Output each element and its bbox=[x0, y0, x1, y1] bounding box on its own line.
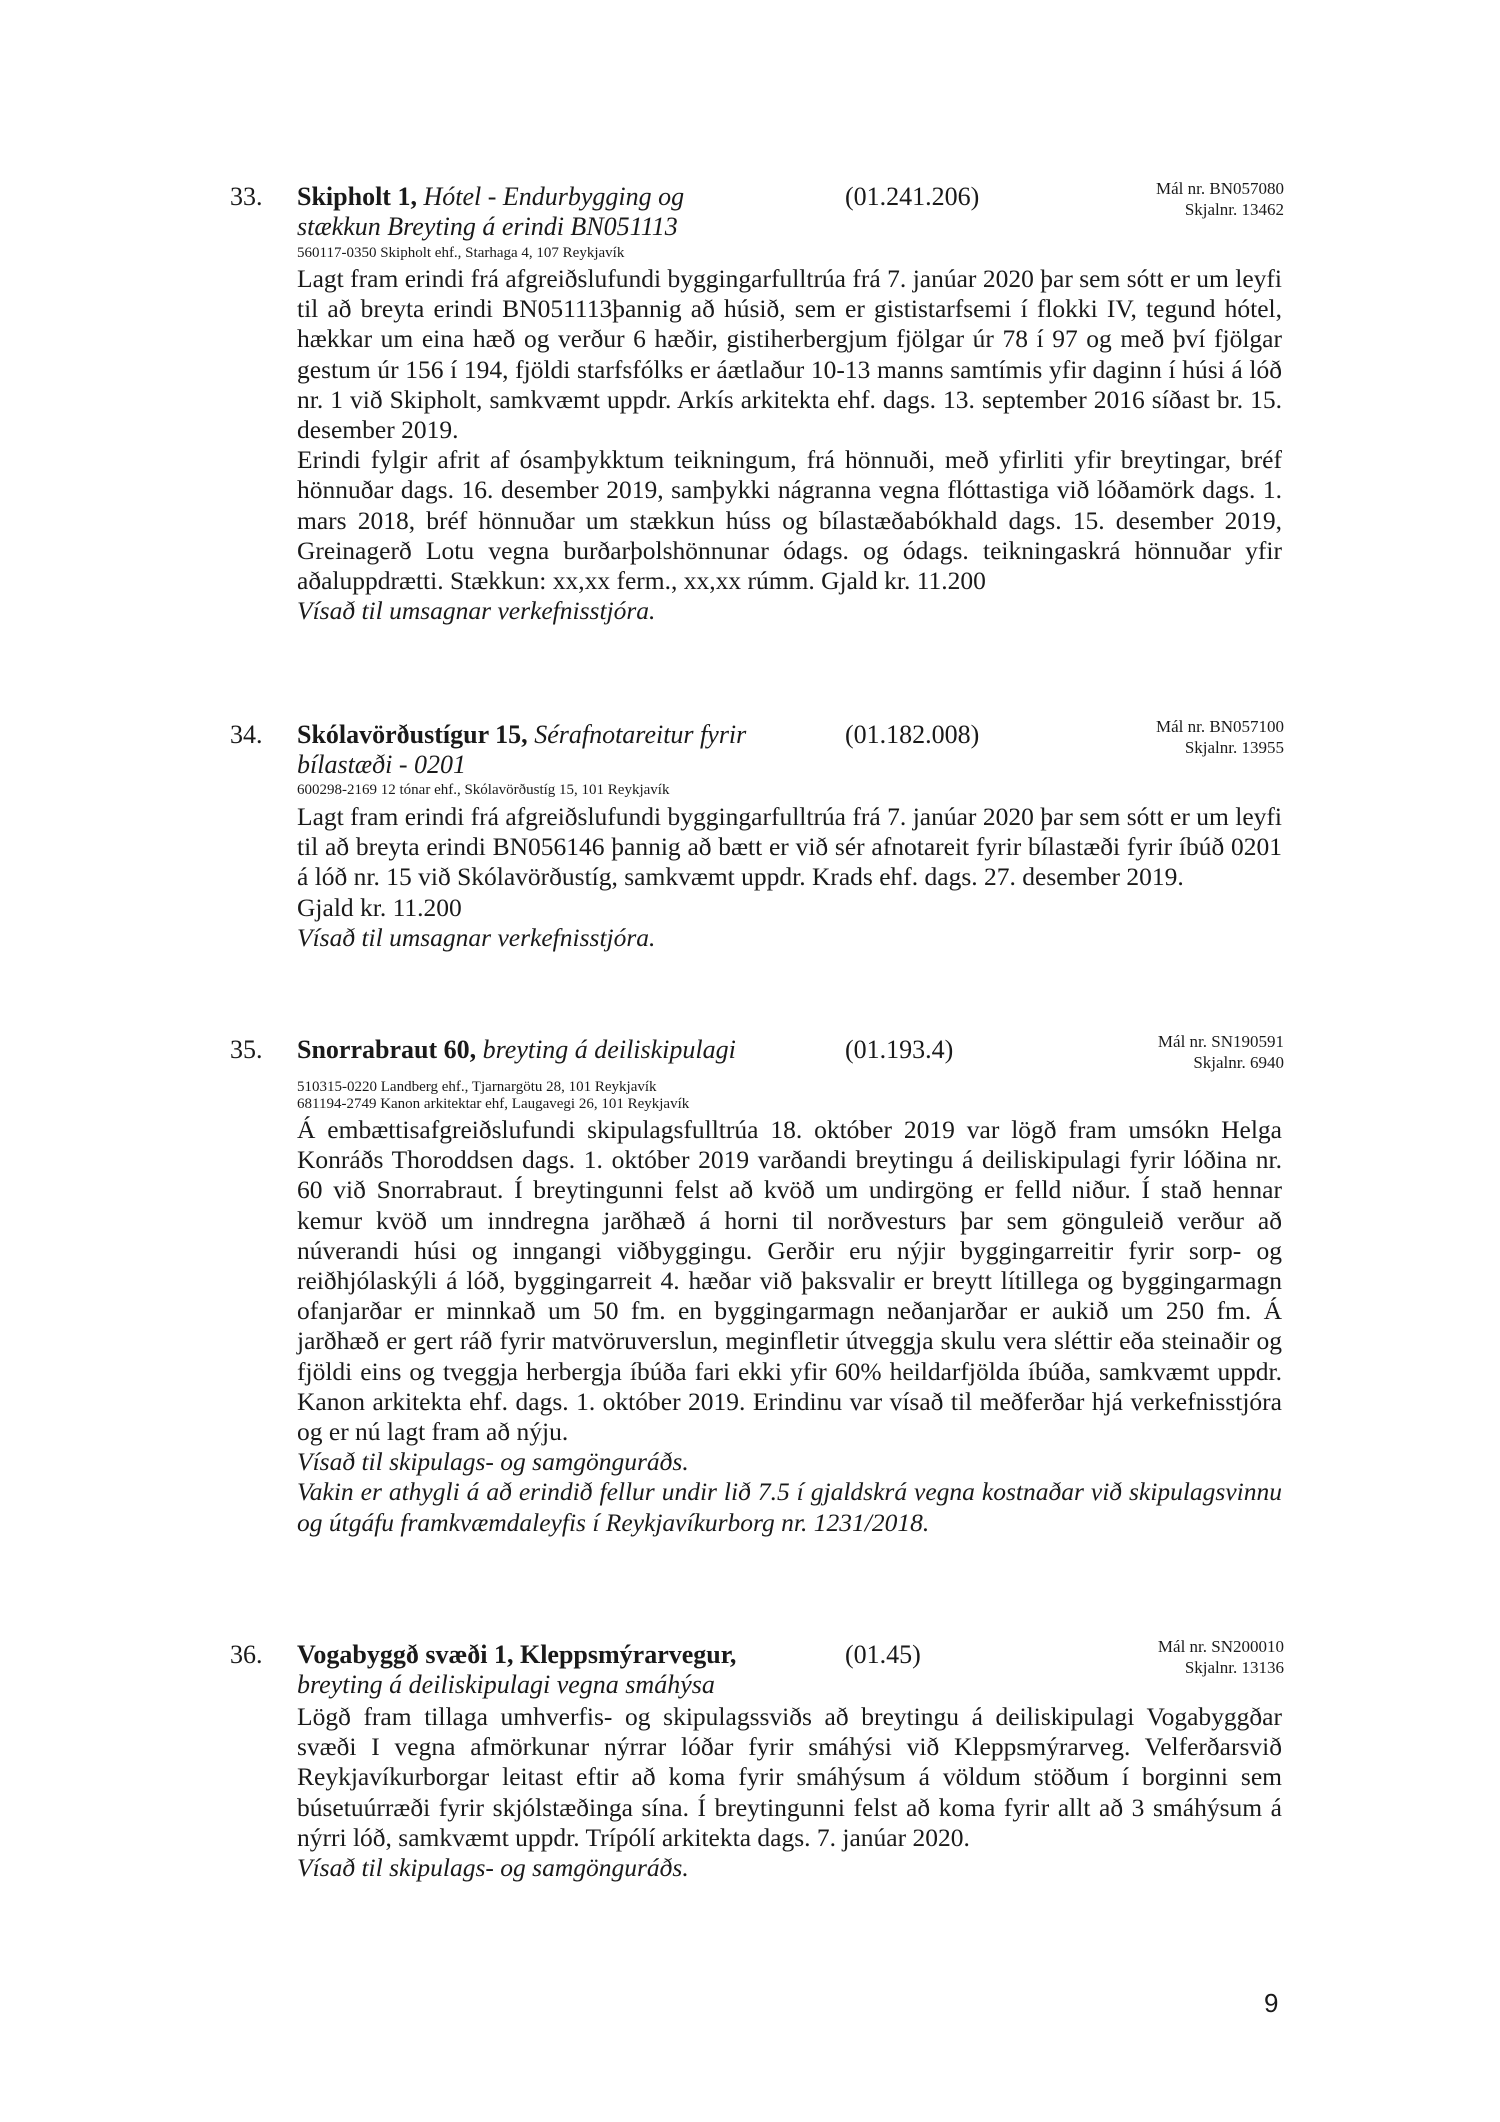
item-land-code: (01.193.4) bbox=[845, 1035, 954, 1064]
document-number: Skjalnr. 6940 bbox=[1193, 1053, 1284, 1072]
item-body bbox=[297, 264, 1282, 626]
case-reference bbox=[1158, 1636, 1284, 1678]
item-land-code: (01.45) bbox=[845, 1640, 921, 1669]
owner-list bbox=[297, 782, 669, 799]
item-title-line1: Hótel - Endurbygging og bbox=[423, 182, 685, 211]
document-number: Skjalnr. 13136 bbox=[1184, 1658, 1284, 1677]
item-title-line1: Sérafnotareitur fyrir bbox=[534, 720, 747, 749]
item-heading bbox=[297, 1640, 837, 1700]
item-address: Snorrabraut 60, bbox=[297, 1035, 477, 1064]
item-paragraph: Erindi fylgir afrit af ósamþykktum teikningum, frá hönnuði, með yfirliti yfir breytingar, bréf hönnuðar dags. 16. desember 2019, samþykki nágranna vegna flóttastiga við lóðamörk dags. 1. mars 2018, bréf hönnuðar um stækkun húss og bílastæðabókhald dags. 15. desember 2019, Greinagerð Lotu vegna burðarþolshönnunar ódags. og ódags. teikningaskrá hönnuðar yfir aðaluppdrætti. Stækkun: xx,xx ferm., xx,xx rúmm. Gjald kr. 11.200 bbox=[297, 445, 1282, 596]
item-paragraph: Lagt fram erindi frá afgreiðslufundi byggingarfulltrúa frá 7. janúar 2020 þar sem sótt er um leyfi til að breyta erindi BN056146 þannig að bætt er við sér afnotareit fyrir bílastæði fyrir íbúð 0201 á lóð nr. 15 við Skólavörðustíg, samkvæmt uppdr. Krads ehf. dags. 27. desember 2019. bbox=[297, 802, 1282, 892]
item-paragraph: Gjald kr. 11.200 bbox=[297, 892, 462, 922]
item-conclusion: Vísað til umsagnar verkefnisstjóra. bbox=[297, 922, 656, 952]
item-conclusion: Vísað til skipulags- og samgönguráðs. bbox=[297, 1853, 689, 1883]
mal-number: Mál nr. BN057080 bbox=[1156, 179, 1284, 198]
page-number: 9 bbox=[1264, 1988, 1279, 2018]
item-title-line2: stækkun Breyting á erindi BN051113 bbox=[297, 212, 678, 241]
owner-line: 600298-2169 12 tónar ehf., Skólavörðustíg 15, 101 Reykjavík bbox=[297, 782, 670, 798]
item-title-line2: bílastæði - 0201 bbox=[297, 750, 467, 779]
item-address: Vogabyggð svæði 1, Kleppsmýrarvegur, bbox=[297, 1640, 737, 1669]
item-title-line2: breyting á deiliskipulagi vegna smáhýsa bbox=[297, 1670, 715, 1699]
owner-list bbox=[297, 1079, 689, 1113]
item-body bbox=[297, 1702, 1282, 1883]
owner-line: 510315-0220 Landberg ehf., Tjarnargötu 28, 101 Reykjavík bbox=[297, 1079, 657, 1095]
item-address: Skipholt 1, bbox=[297, 182, 417, 211]
item-body bbox=[297, 802, 1282, 953]
owner-line: 560117-0350 Skipholt ehf., Starhaga 4, 107 Reykjavík bbox=[297, 245, 625, 261]
item-conclusion: Vísað til umsagnar verkefnisstjóra. bbox=[297, 596, 656, 626]
mal-number: Mál nr. SN200010 bbox=[1157, 1637, 1284, 1656]
item-conclusion: Vísað til skipulags- og samgönguráðs. bbox=[297, 1447, 689, 1477]
document-number: Skjalnr. 13955 bbox=[1184, 738, 1284, 757]
item-number: 36. bbox=[230, 1640, 263, 1669]
item-number: 33. bbox=[230, 182, 263, 211]
case-reference bbox=[1156, 178, 1284, 220]
item-number: 34. bbox=[230, 720, 263, 749]
item-number: 35. bbox=[230, 1035, 263, 1064]
item-land-code: (01.182.008) bbox=[845, 720, 980, 749]
case-reference bbox=[1156, 716, 1284, 758]
item-paragraph: Á embættisafgreiðslufundi skipulagsfulltrúa 18. október 2019 var lögð fram umsókn Helga Konráðs Thoroddsen dags. 1. október 2019 varðandi breytingu á deiliskipulagi fyrir lóðina nr. 60 við Snorrabraut. Í breytingunni felst að kvöð um undirgöng er felld niður. Í stað hennar kemur kvöð um inndregna jarðhæð á horni til norðvesturs þar sem gönguleið verður að núverandi húsi og inngangi viðbyggingu. Gerðir eru nýjir byggingarreitir fyrir sorp- og reiðhjólaskýli á lóð, byggingarreit 4. hæðar við þaksvalir er breytt lítillega og byggingarmagn ofanjarðar er minnkað um 50 fm. en byggingarmagn neðanjarðar er aukið um 250 fm. Á jarðhæð er gert ráð fyrir matvöruverslun, meginfletir útveggja skulu vera sléttir eða steinaðir og fjöldi eins og tveggja herbergja íbúða fari ekki yfir 60% heildarfjölda íbúða, samkvæmt uppdr. Kanon arkitekta ehf. dags. 1. október 2019. Erindinu var vísað til meðferðar hjá verkefnisstjóra og er nú lagt fram að nýju. bbox=[297, 1115, 1282, 1447]
item-land-code: (01.241.206) bbox=[845, 182, 980, 211]
item-body bbox=[297, 1115, 1282, 1538]
item-title-line1: breyting á deiliskipulagi bbox=[482, 1035, 736, 1064]
item-heading bbox=[297, 1035, 837, 1065]
item-notice: Vakin er athygli á að erindið fellur undir lið 7.5 í gjaldskrá vegna kostnaðar við skipulagsvinnu og útgáfu framkvæmdaleyfis í Reykjavíkurborg nr. 1231/2018. bbox=[297, 1477, 1282, 1537]
item-heading bbox=[297, 720, 837, 780]
owner-line: 681194-2749 Kanon arkitektar ehf, Laugavegi 26, 101 Reykjavík bbox=[297, 1096, 690, 1112]
document-number: Skjalnr. 13462 bbox=[1184, 200, 1284, 219]
mal-number: Mál nr. SN190591 bbox=[1157, 1032, 1284, 1051]
case-reference bbox=[1158, 1031, 1284, 1073]
mal-number: Mál nr. BN057100 bbox=[1156, 717, 1284, 736]
item-address: Skólavörðustígur 15, bbox=[297, 720, 528, 749]
owner-list bbox=[297, 245, 624, 262]
item-heading bbox=[297, 182, 837, 242]
item-paragraph: Lagt fram erindi frá afgreiðslufundi byggingarfulltrúa frá 7. janúar 2020 þar sem sótt er um leyfi til að breyta erindi BN051113þannig að húsið, sem er gististarfsemi í flokki IV, tegund hótel, hækkar um eina hæð og verður 6 hæðir, gistiherbergjum fjölgar úr 78 í 97 og með því fjölgar gestum úr 156 í 194, fjöldi starfsfólks er áætlaður 10-13 manns samtímis yfir daginn í húsi á lóð nr. 1 við Skipholt, samkvæmt uppdr. Arkís arkitekta ehf. dags. 13. september 2016 síðast br. 15. desember 2019. bbox=[297, 264, 1282, 445]
item-paragraph: Lögð fram tillaga umhverfis- og skipulagssviðs að breytingu á deiliskipulagi Vogabyggðar svæði I vegna afmörkunar nýrrar lóðar fyrir smáhýsi við Kleppsmýrarveg. Velferðarsvið Reykjavíkurborgar leitast eftir að koma fyrir smáhýsum á völdum stöðum í borginni sem búsetuúrræði fyrir skjólstæðinga sína. Í breytingunni felst að koma fyrir allt að 3 smáhýsum á nýrri lóð, samkvæmt uppdr. Trípólí arkitekta dags. 7. janúar 2020. bbox=[297, 1702, 1282, 1852]
